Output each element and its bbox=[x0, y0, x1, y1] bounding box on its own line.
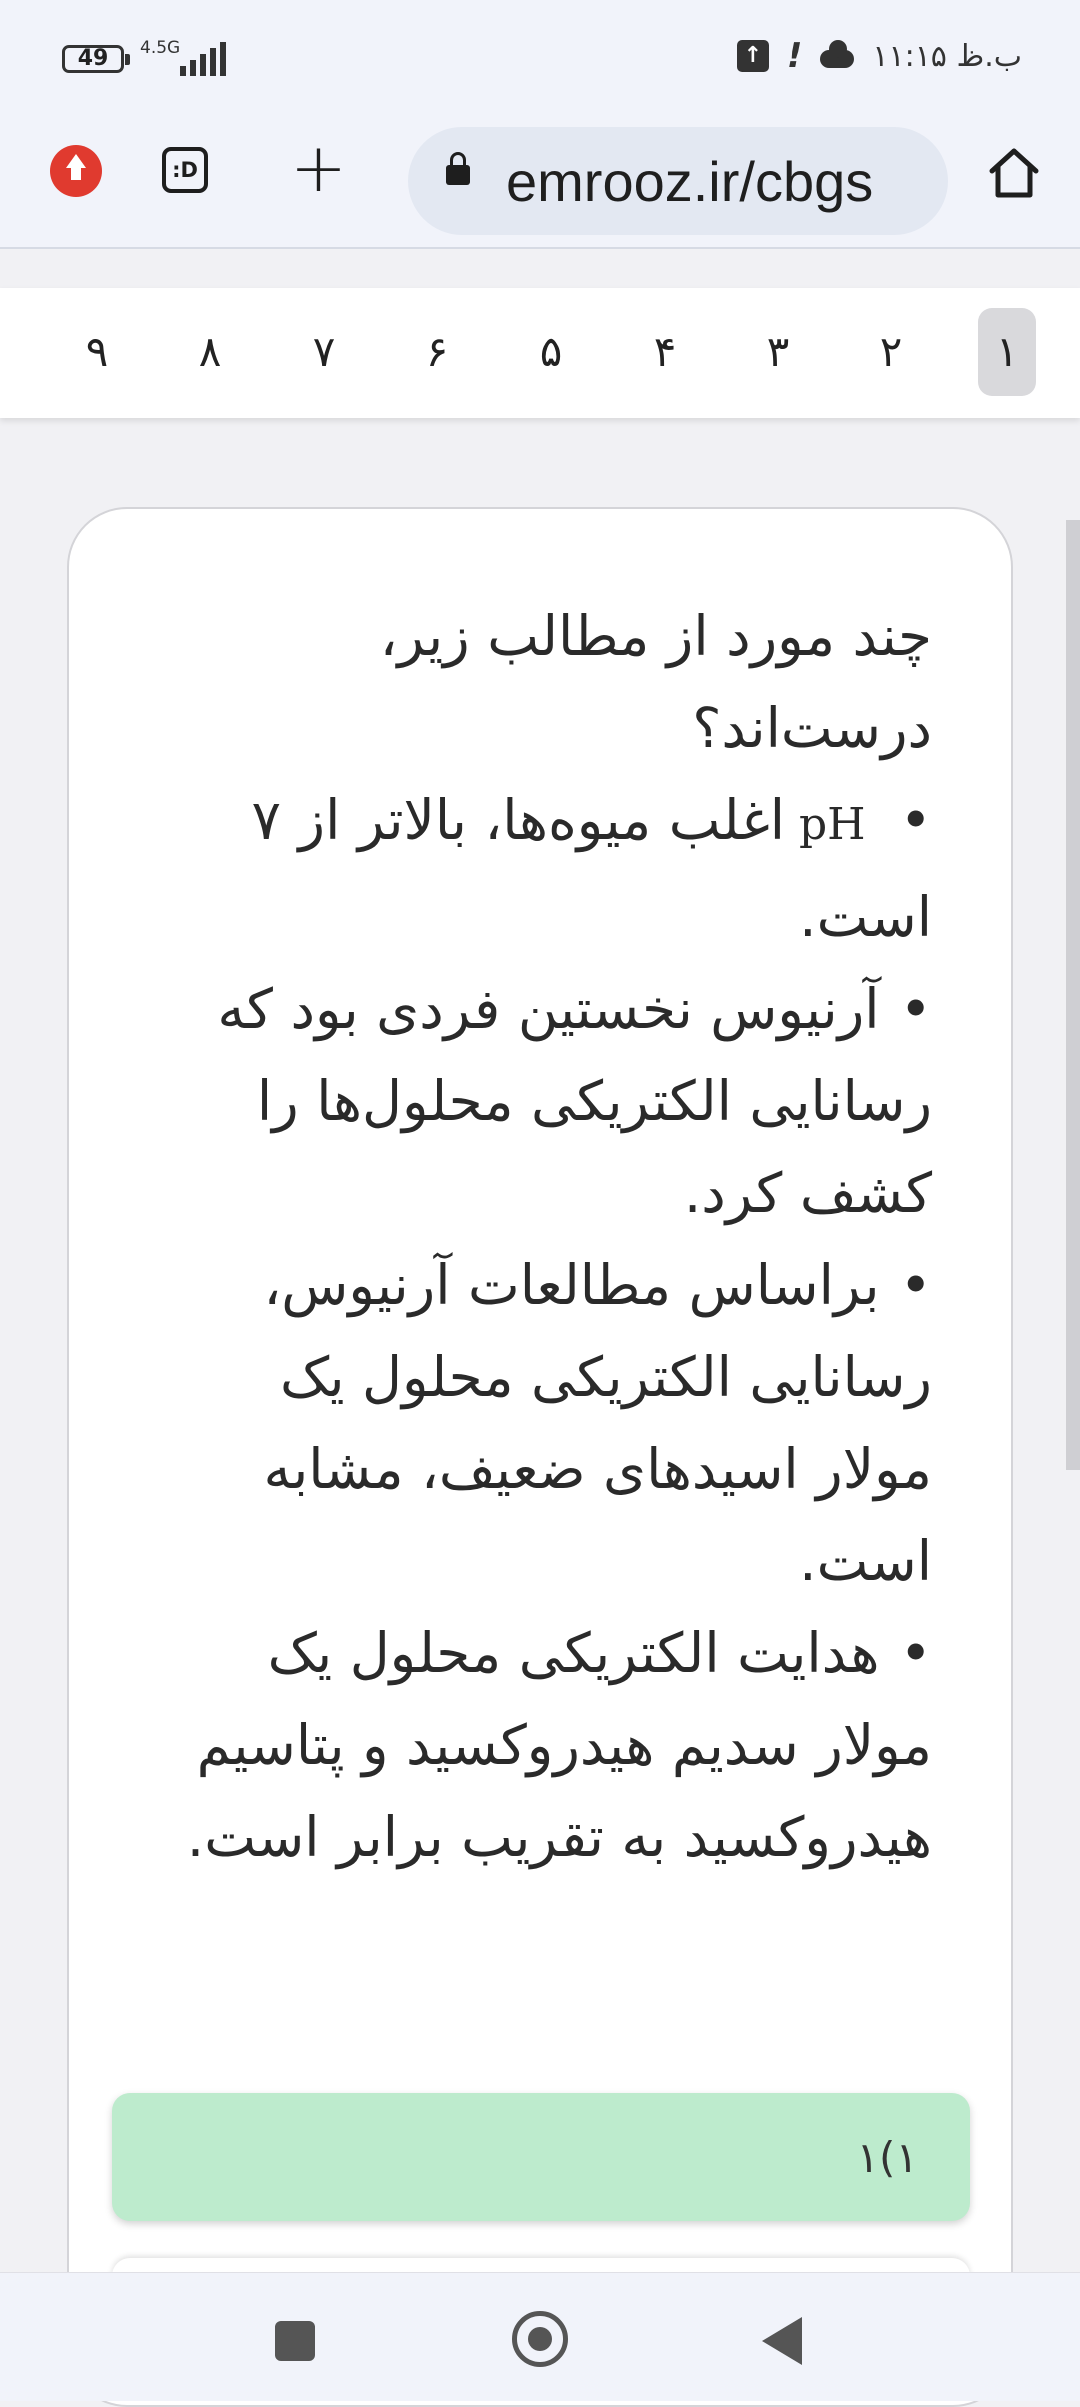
home-circle-icon[interactable] bbox=[512, 2311, 568, 2367]
statement-1: •pHاغلب میوه‌ها، بالاتر از ۷ است. bbox=[251, 788, 932, 949]
page-5[interactable]: ۵ bbox=[539, 327, 563, 376]
page-8[interactable]: ۸ bbox=[198, 327, 222, 376]
new-tab-button[interactable]: + bbox=[290, 129, 347, 208]
question-prompt: چند مورد از مطالب زیر، درست‌اند؟ bbox=[379, 604, 932, 760]
page-4[interactable]: ۴ bbox=[653, 327, 677, 376]
page-3[interactable]: ۳ bbox=[766, 327, 790, 376]
page-1-active[interactable]: ۱ bbox=[978, 308, 1036, 396]
upload-notification-icon: ↑ bbox=[737, 40, 769, 72]
question-pagination bbox=[0, 288, 1080, 418]
address-bar[interactable] bbox=[408, 127, 948, 235]
signal-icon bbox=[180, 42, 226, 76]
alert-icon: ! bbox=[786, 36, 803, 76]
network-type: 4.5G bbox=[140, 38, 181, 58]
answer-option-1-label: ۱)۱ bbox=[856, 2133, 918, 2182]
browser-toolbar bbox=[0, 115, 1080, 249]
statement-4: •هدایت الکتریکی محلول یک مولار سدیم هیدروکسید و پتاسیم هیدروکسید به تقریب برابر است. bbox=[186, 1621, 932, 1869]
recent-apps-icon[interactable] bbox=[275, 2321, 315, 2361]
back-icon[interactable] bbox=[762, 2317, 802, 2365]
battery-icon: 49 bbox=[62, 45, 124, 73]
question-body bbox=[150, 590, 932, 1883]
page-9[interactable]: ۹ bbox=[85, 327, 109, 376]
answer-option-1[interactable] bbox=[112, 2093, 970, 2221]
url-text: emrooz.ir/cbgs bbox=[506, 150, 874, 213]
statement-2: •آرنیوس نخستین فردی بود که رسانایی الکتریکی محلول‌ها را کشف کرد. bbox=[217, 977, 932, 1225]
lock-icon bbox=[446, 165, 470, 185]
clock: ۱۱:۱۵ ب.ظ bbox=[872, 38, 1022, 74]
page-2[interactable]: ۲ bbox=[879, 327, 903, 376]
page-6[interactable]: ۶ bbox=[425, 327, 449, 376]
upload-icon[interactable] bbox=[50, 145, 102, 197]
status-bar bbox=[0, 0, 1080, 115]
home-icon[interactable] bbox=[986, 145, 1042, 201]
cloud-icon bbox=[820, 50, 854, 68]
tab-switcher-button[interactable]: :D bbox=[162, 147, 208, 193]
statement-3: •براساس مطالعات آرنیوس، رسانایی الکتریکی محلول یک مولار اسیدهای ضعیف، مشابه است. bbox=[263, 1253, 932, 1593]
ph-symbol: pH bbox=[799, 799, 866, 850]
page-7[interactable]: ۷ bbox=[312, 327, 336, 376]
system-nav-bar bbox=[0, 2272, 1080, 2401]
scrollbar[interactable] bbox=[1066, 520, 1080, 1470]
